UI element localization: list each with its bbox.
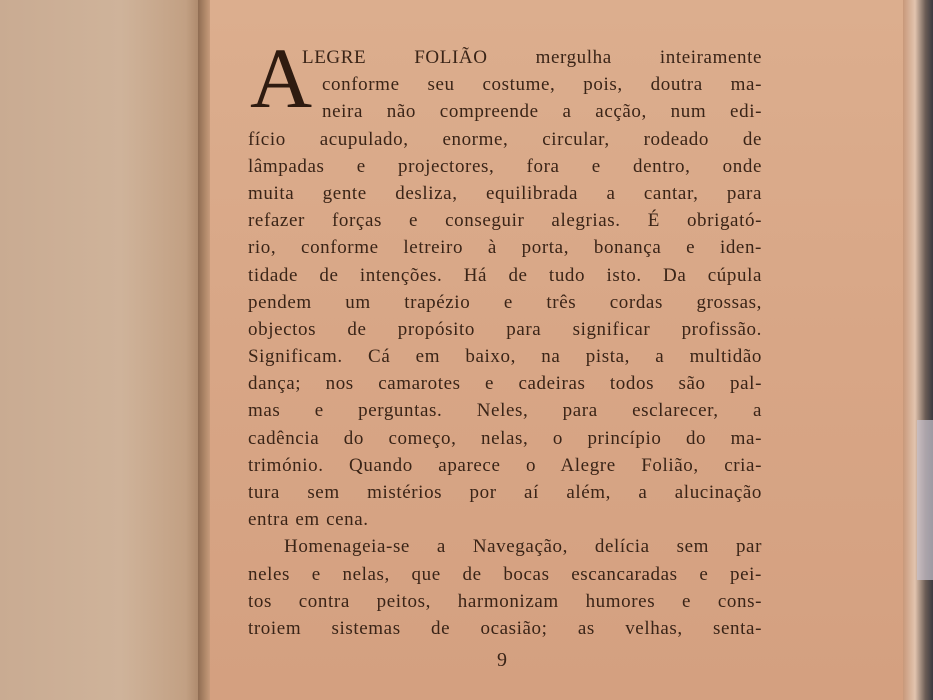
text-line: refazer forças e conseguir alegrias. É obrigató-	[248, 210, 762, 232]
background-object	[917, 420, 933, 580]
text-line: cadência do começo, nelas, o princípio do ma-	[248, 427, 762, 449]
text-line: rio, conforme letreiro à porta, bonança e iden-	[248, 237, 762, 259]
text-line: fício acupulado, enorme, circular, rodeado de	[248, 128, 762, 150]
text-line: objectos de propósito para significar profissão.	[248, 318, 762, 340]
text-line: tos contra peitos, harmonizam humores e cons-	[248, 590, 762, 612]
text-line: Homenageia-se a Navegação, delícia sem par	[284, 536, 762, 558]
text-line: trimónio. Quando aparece o Alegre Folião, cria-	[248, 454, 762, 476]
text-line: entra em cena.	[248, 509, 369, 531]
drop-cap: A	[250, 30, 313, 126]
text-line: mas e perguntas. Neles, para esclarecer, a	[248, 400, 762, 422]
text-line: LEGRE FOLIÃO mergulha inteiramente	[302, 47, 762, 68]
text-line: dança; nos camarotes e cadeiras todos são pal-	[248, 373, 762, 395]
text-line: tidade de intenções. Há de tudo isto. Da cúpula	[248, 264, 762, 286]
text-line: Significam. Cá em baixo, na pista, a multidão	[248, 346, 762, 368]
body-text	[248, 44, 762, 642]
text-line: pendem um trapézio e três cordas grossas,	[248, 291, 762, 313]
page-number: 9	[497, 649, 507, 671]
text-line: lâmpadas e projectores, fora e dentro, onde	[248, 155, 762, 177]
left-page	[0, 0, 202, 700]
text-line: muita gente desliza, equilibrada a cantar, para	[248, 182, 762, 204]
page-edges	[903, 0, 933, 700]
text-line: troiem sistemas de ocasião; as velhas, senta-	[248, 617, 762, 639]
text-line: tura sem mistérios por aí além, a alucinação	[248, 482, 762, 503]
text-line: conforme seu costume, pois, doutra ma-	[322, 74, 762, 96]
text-line: neles e nelas, que de bocas escancaradas e pei-	[248, 563, 762, 585]
text-line: neira não compreende a acção, num edi-	[322, 101, 762, 123]
